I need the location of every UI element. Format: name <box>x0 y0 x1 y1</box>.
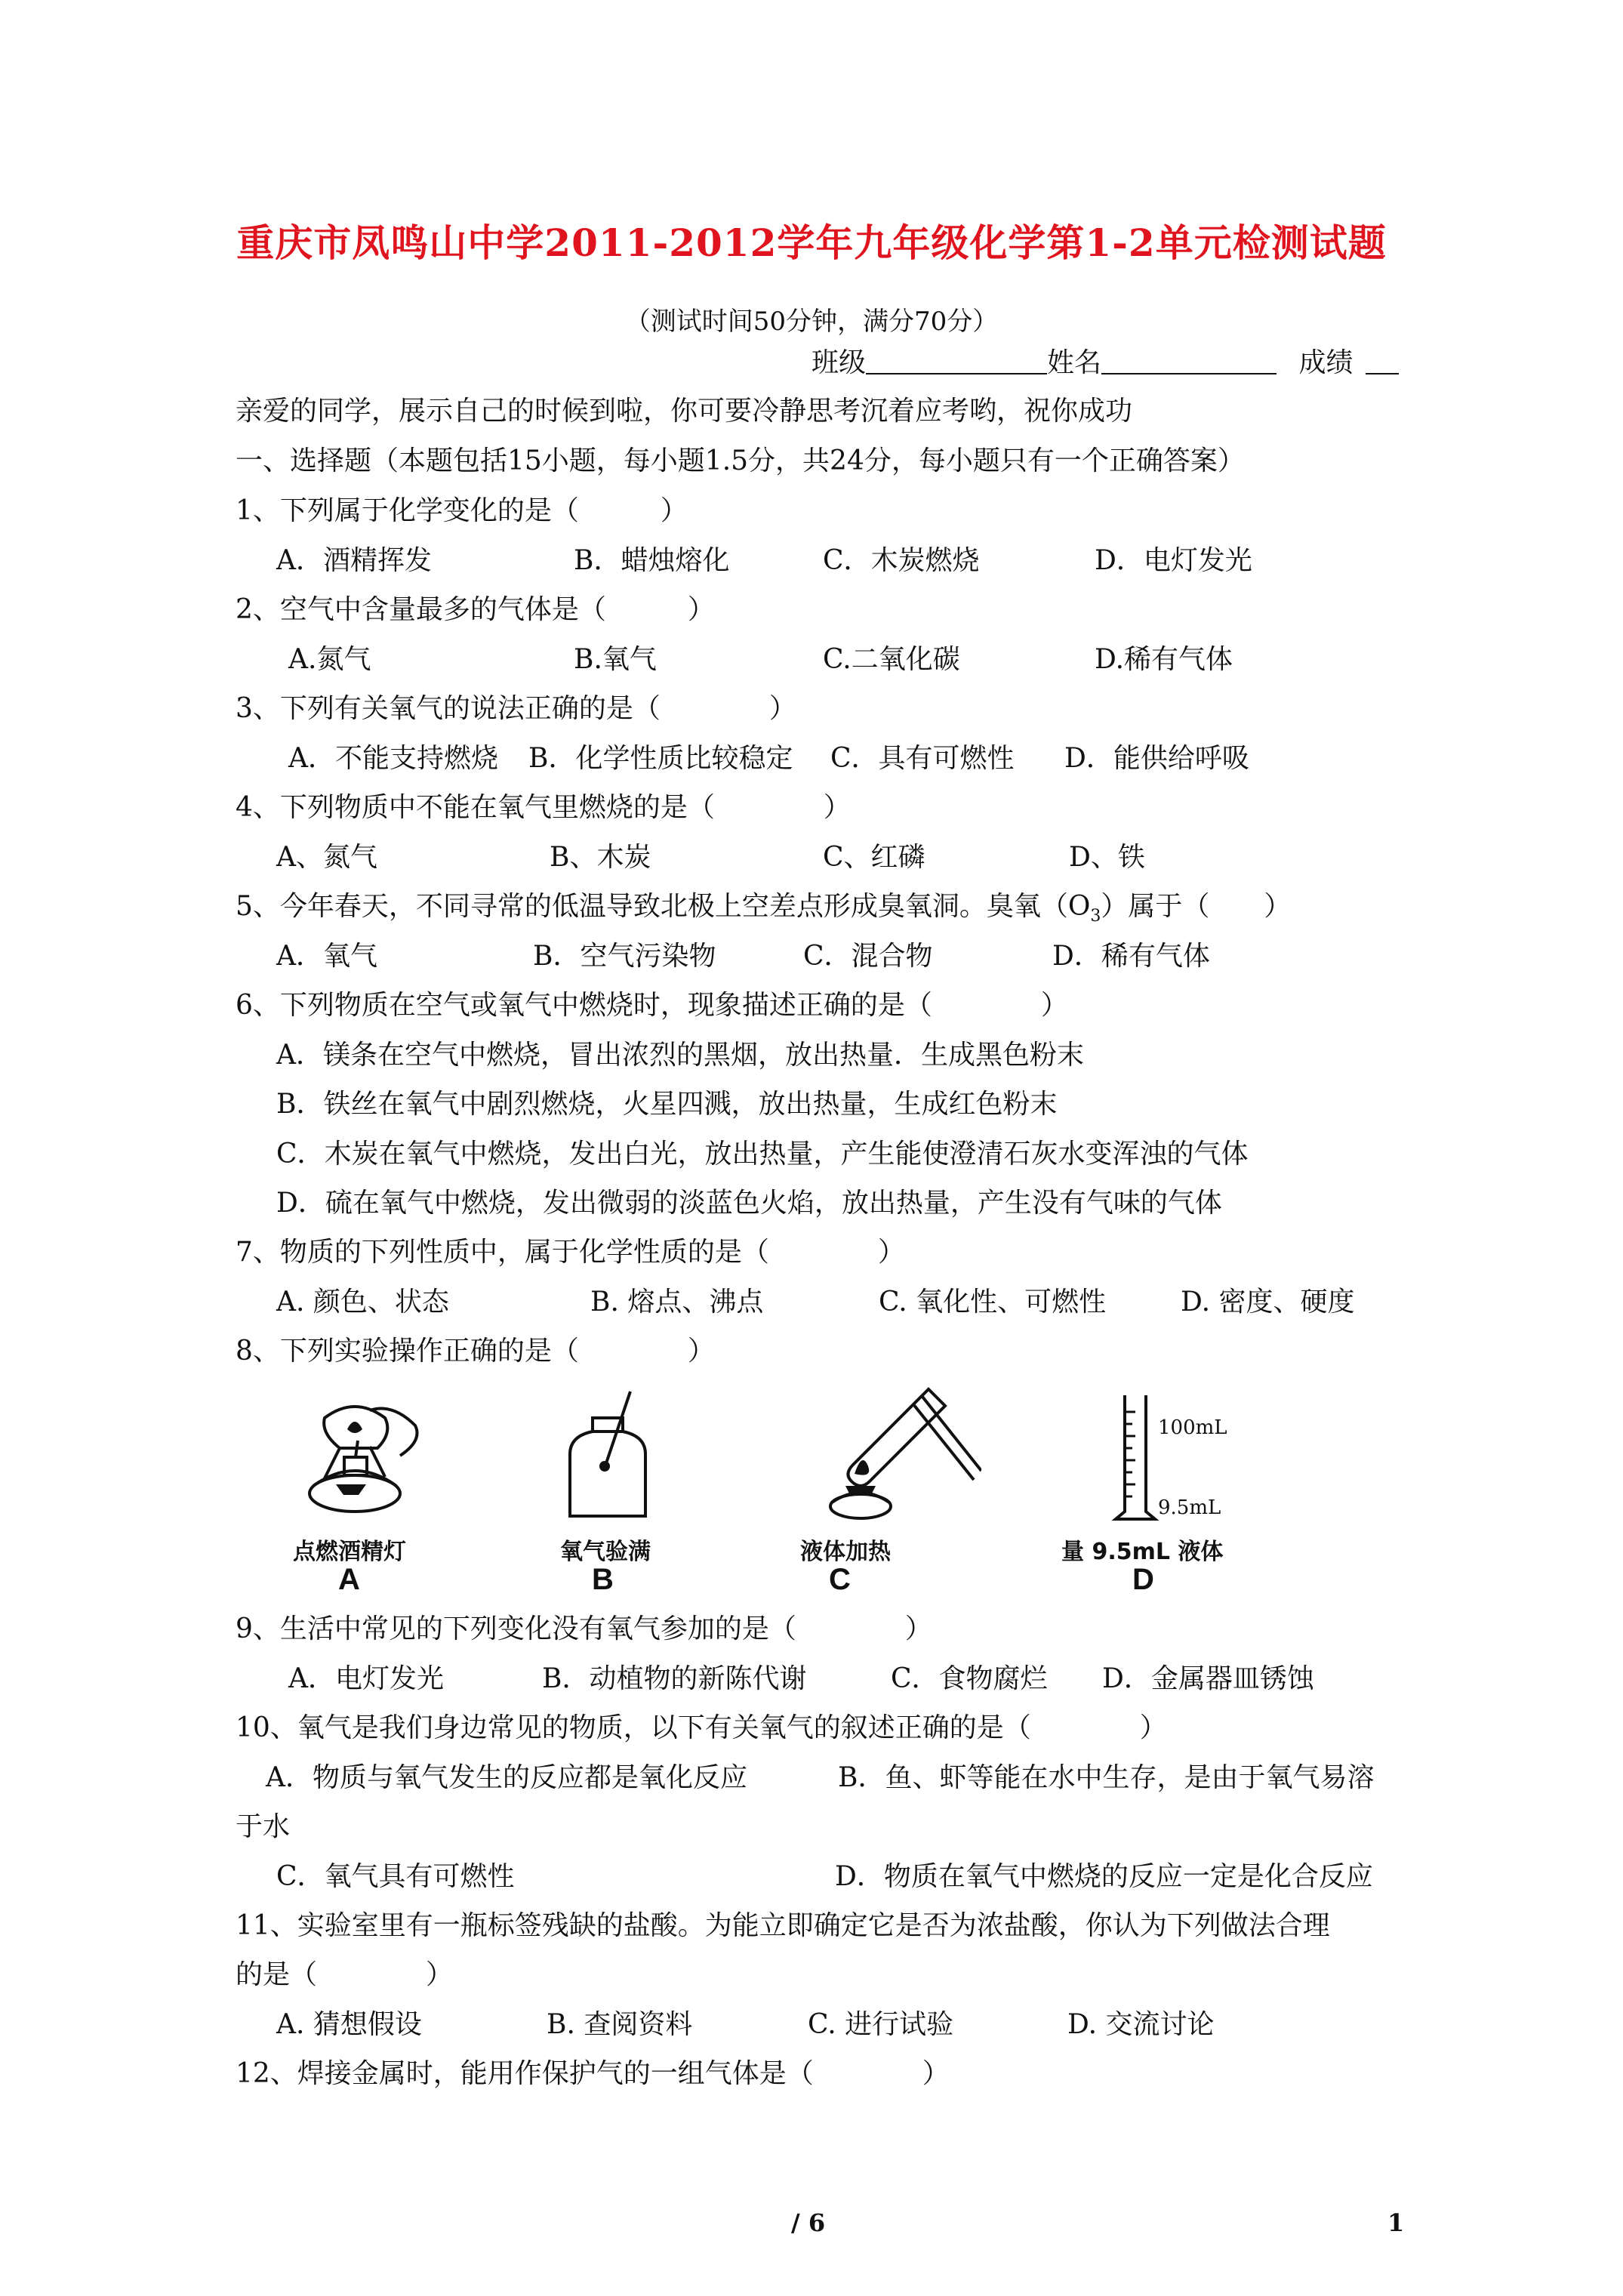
question-stem: 11、实验室里有一瓶标签残缺的盐酸。为能立即确定它是否为浓盐酸，你认为下列做法合理 <box>236 1910 1330 1941</box>
cylinder-top-mark: 100mL <box>1158 1416 1227 1439</box>
option: C．氧气具有可燃性 <box>276 1861 515 1892</box>
option: D. 密度、硬度 <box>1181 1287 1355 1318</box>
option: C．木炭在氧气中燃烧，发出白光，放出热量，产生能使澄清石灰水变浑浊的气体 <box>276 1139 1249 1170</box>
option: A．酒精挥发 <box>276 545 432 576</box>
option: C、红磷 <box>823 842 925 873</box>
option: D．电灯发光 <box>1095 545 1252 576</box>
figure-caption: 量 9.5mL 液体 <box>1061 1539 1224 1565</box>
question-stem: 3、下列有关氧气的说法正确的是（ ） <box>236 693 796 724</box>
student-info-row <box>812 349 1399 377</box>
option: B. 查阅资料 <box>547 2009 693 2040</box>
option: A．电灯发光 <box>288 1663 444 1694</box>
option: C．木炭燃烧 <box>823 545 980 576</box>
option-continuation: 于水 <box>236 1811 291 1842</box>
option: C.二氧化碳 <box>823 644 960 675</box>
option: D．物质在氧气中燃烧的反应一定是化合反应 <box>835 1861 1373 1892</box>
option: A. 颜色、状态 <box>276 1287 449 1318</box>
option: B、木炭 <box>550 842 651 873</box>
name-blank[interactable] <box>1101 349 1277 374</box>
option: A．镁条在空气中燃烧，冒出浓烈的黑烟，放出热量．生成黑色粉末 <box>276 1040 1084 1071</box>
cylinder-bottom-mark: 9.5mL <box>1158 1496 1221 1519</box>
figure-caption: 点燃酒精灯 <box>293 1539 406 1565</box>
question-stem: 8、下列实验操作正确的是（ ） <box>236 1336 715 1367</box>
name-label: 姓名 <box>1047 347 1102 378</box>
section-heading: 一、选择题（本题包括15小题，每小题1.5分，共24分，每小题只有一个正确答案） <box>236 445 1245 476</box>
question-stem: 7、物质的下列性质中，属于化学性质的是（ ） <box>236 1237 905 1268</box>
question-stem-continuation: 的是（ ） <box>236 1959 454 1990</box>
question-stem: 5、今年春天，不同寻常的低温导致北极上空差点形成臭氧洞。臭氧$(O_3)$属于（ ） <box>236 891 1292 926</box>
option: B．蜡烛熔化 <box>574 545 730 576</box>
figure-letter: B <box>592 1563 614 1596</box>
option: B．动植物的新陈代谢 <box>542 1663 807 1694</box>
option: A、氮气 <box>276 842 377 873</box>
question-stem: 9、生活中常见的下列变化没有氧气参加的是（ ） <box>236 1613 932 1644</box>
option: C．具有可燃性 <box>830 743 1015 774</box>
option: D、铁 <box>1069 842 1145 873</box>
option: B.氧气 <box>574 644 657 675</box>
question-stem: 1、下列属于化学变化的是（ ） <box>236 495 688 526</box>
option: C．食物腐烂 <box>891 1663 1048 1694</box>
score-blank[interactable] <box>1366 349 1399 374</box>
class-blank[interactable] <box>866 349 1047 374</box>
figure-letter: D <box>1132 1563 1154 1596</box>
option: A. 猜想假设 <box>276 2009 422 2040</box>
score-label: 成绩 <box>1298 347 1354 378</box>
option: C. 氧化性、可燃性 <box>879 1287 1107 1318</box>
option: B. 熔点、沸点 <box>590 1287 764 1318</box>
figure-caption: 氧气验满 <box>560 1539 651 1565</box>
option: C．混合物 <box>803 941 933 972</box>
figure-b-oxygen-test <box>562 1388 661 1524</box>
option: D．稀有气体 <box>1052 941 1210 972</box>
question-stem: 12、焊接金属时，能用作保护气的一组气体是（ ） <box>236 2058 950 2089</box>
figure-a-alcohol-lamp <box>294 1388 445 1524</box>
option: D. 交流讨论 <box>1067 2009 1215 2040</box>
option: D.稀有气体 <box>1095 644 1233 675</box>
page-total: / 6 <box>791 2208 826 2237</box>
class-label: 班级 <box>812 347 867 378</box>
option: D．金属器皿锈蚀 <box>1102 1663 1314 1694</box>
question-stem: 6、下列物质在空气或氧气中燃烧时，现象描述正确的是（ ） <box>236 990 1068 1021</box>
option: B．空气污染物 <box>533 941 716 972</box>
page-number: 1 <box>1387 2208 1405 2237</box>
figure-c-liquid-heating <box>800 1382 981 1525</box>
figure-letter: A <box>338 1563 360 1596</box>
option: B．铁丝在氧气中剧烈燃烧，火星四溅，放出热量，生成红色粉末 <box>276 1089 1058 1120</box>
option: D．能供给呼吸 <box>1064 743 1249 774</box>
option: D．硫在氧气中燃烧，发出微弱的淡蓝色火焰，放出热量，产生没有气味的气体 <box>276 1188 1222 1219</box>
figure-letter: C <box>829 1563 851 1596</box>
question-stem: 2、空气中含量最多的气体是（ ） <box>236 594 715 625</box>
option: A．物质与氧气发生的反应都是氧化反应 <box>266 1762 747 1793</box>
option: A．不能支持燃烧 <box>288 743 498 774</box>
page-title: 重庆市凤鸣山中学2011-2012学年九年级化学第1-2单元检测试题 <box>236 220 1387 265</box>
exam-subtitle: （测试时间50分钟，满分70分） <box>624 307 999 337</box>
option: A．氧气 <box>276 941 377 972</box>
option: B．化学性质比较稳定 <box>528 743 793 774</box>
option: C. 进行试验 <box>808 2009 954 2040</box>
question-stem: 10、氧气是我们身边常见的物质，以下有关氧气的叙述正确的是（ ） <box>236 1712 1167 1743</box>
option: B．鱼、虾等能在水中生存，是由于氧气易溶 <box>838 1762 1375 1793</box>
intro-text: 亲爱的同学，展示自己的时候到啦，你可要冷静思考沉着应考哟，祝你成功 <box>236 396 1133 427</box>
option: A.氮气 <box>288 644 371 675</box>
figure-caption: 液体加热 <box>800 1539 891 1565</box>
question-stem: 4、下列物质中不能在氧气里燃烧的是（ ） <box>236 792 851 823</box>
